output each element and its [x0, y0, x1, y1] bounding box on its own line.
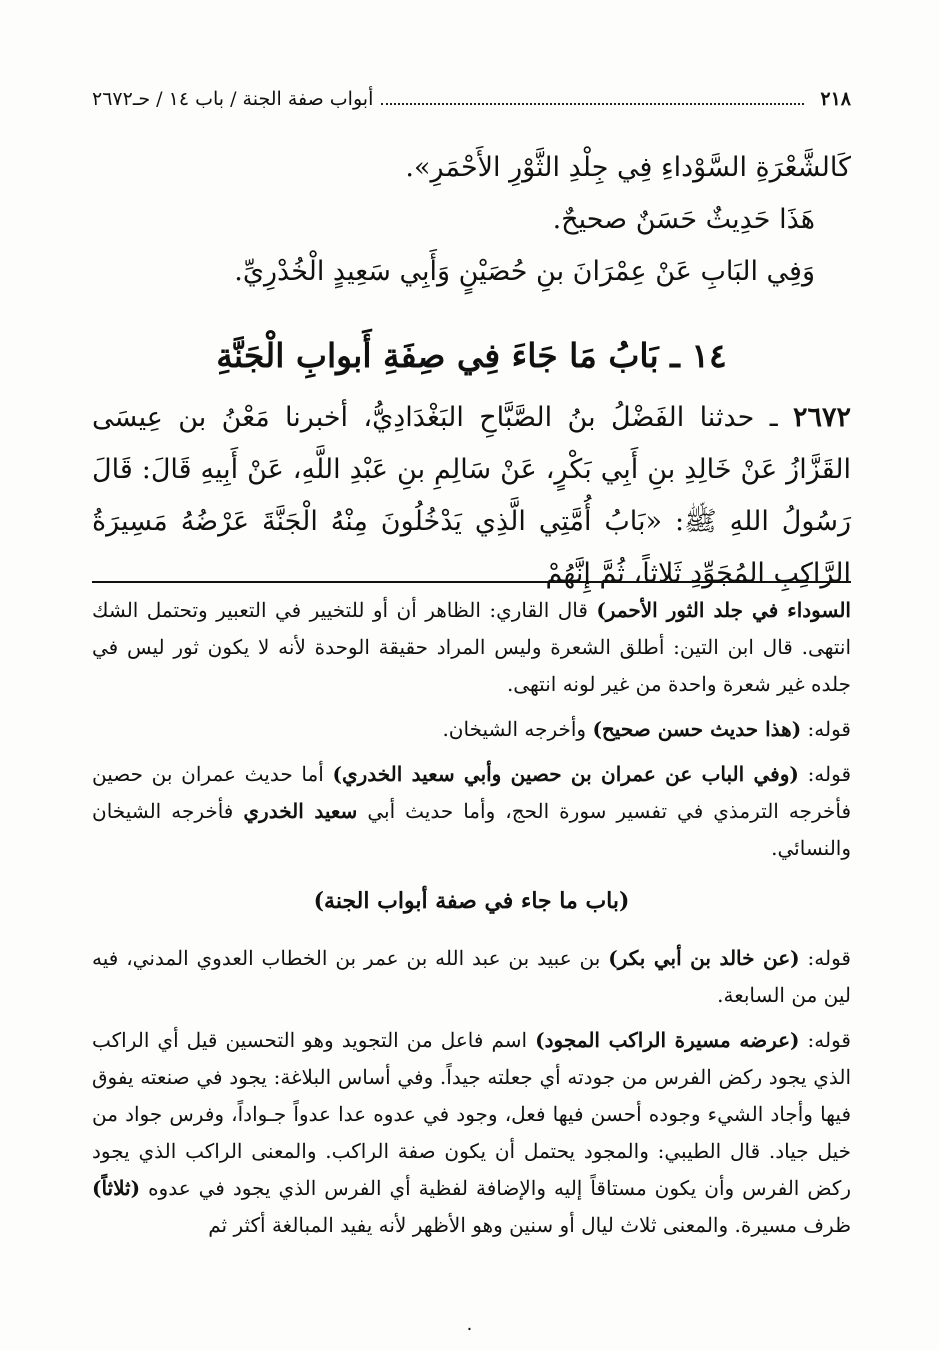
commentary [92, 592, 851, 1252]
note-3-text-2: فأخرجه الشيخان والنسائي. [92, 799, 851, 860]
note-5-text: اسم فاعل من التجويد وهو التحسين قيل أي الراكب الذي يجود ركض الفرس من جودته أي جعلته جيداً. وفي أساس البلاغة: يجود في صنعته يفوق فيها وأجاد الشيء وجوده أحسن فيها فعل، وجود في عدوه عدا عدواً جـواداً، وفرس جواد من خيل جياد. قال الطيبي: والمجود يحتمل أن يكون صفة الراكب. والمعنى الراكب الذي يجود ركض الفرس وأن يكون مستاقاً إليه والإضافة لفظية أي الفرس الذي يجود في عدوه [92, 1028, 852, 1200]
note-2-lemma: (هذا حديث حسن صحيح) [592, 717, 802, 741]
note-3-lemma: (وفي الباب عن عمران بن حصين وأبي سعيد الخدري) [332, 762, 799, 786]
note-5-text-2: ظرف مسيرة. والمعنى ثلاث ليال أو سنين وهو الأظهر لأنه يفيد المبالغة أكثر ثم [208, 1213, 851, 1237]
note-1-text: قال القاري: الظاهر أن أو للتخيير في التعبير وتحتمل الشك انتهى. قال ابن التين: أطلق الشعرة وليس المراد حقيقة الوحدة لأنه لا يكون ثور ليس في جلده غير شعرة واحدة من غير لونه انتهى. [92, 598, 851, 696]
note-1 [92, 592, 851, 703]
page-bottom-mark: ٠ [464, 1318, 475, 1339]
hadith-number: ٢٦٧٢ [792, 402, 851, 433]
note-2 [92, 711, 851, 748]
note-5 [92, 1022, 851, 1244]
main-line-1: كَالشَّعْرَةِ السَّوْداءِ فِي جِلْدِ الثَّوْرِ الأَحْمَرِ». [405, 152, 851, 183]
note-3 [92, 756, 851, 867]
main-text [92, 142, 851, 600]
note-4 [92, 940, 851, 1014]
page-header [92, 84, 851, 114]
commentary-subheading: (باب ما جاء في صفة أبواب الجنة) [313, 888, 630, 914]
hadith-paragraph [92, 392, 851, 600]
main-line-2: هَذَا حَدِيثٌ حَسَنٌ صحيحٌ. [552, 204, 815, 235]
note-5-lemma-2: (ثلاثاً) [92, 1176, 141, 1200]
note-2-text: وأخرجه الشيخان. [442, 717, 593, 741]
note-5-lemma: (عرضه مسيرة الراكب المجود) [535, 1028, 800, 1052]
header-dot-leader [381, 103, 804, 105]
main-line-3: وَفِي البَابِ عَنْ عِمْرَانَ بنِ حُصَيْنٍ وَأَبِي سَعِيدٍ الْخُدْرِيِّ. [234, 256, 815, 287]
note-4-lemma: (عن خالد بن أبي بكر) [608, 946, 800, 970]
note-3-prefix: قوله: [798, 762, 852, 786]
note-5-prefix: قوله: [799, 1028, 851, 1052]
note-3-text: أما حديث عمران بن حصين فأخرجه الترمذي في تفسير سورة الحج، وأما حديث أبي [92, 762, 851, 823]
hadith-text: ـ حدثنا الفَضْلُ بنُ الصَّبَّاحِ البَغْدَادِيُّ، أخبرنا مَعْنُ بن عِيسَى القَزَّازُ عَنْ خَالِدِ بنِ أَبِي بَكْرٍ، عَنْ سَالِمِ بنِ عَبْدِ اللَّهِ، عَنْ أَبِيهِ قَالَ: قَالَ رَسُولُ اللهِ ﷺ: «بَابُ أُمَّتِي الَّذِي يَدْخُلُونَ مِنْهُ الْجَنَّةَ عَرْضُهُ مَسِيرَةُ الرَّاكِبِ المُجَوِّدِ ثَلاثاً، ثُمَّ إِنَّهُمْ [92, 402, 851, 589]
page-number: ٢١٨ [820, 88, 851, 110]
footnote-divider [92, 581, 851, 583]
note-2-prefix: قوله: [801, 717, 851, 741]
note-4-text: بن عبيد بن عبد الله بن عمر بن الخطاب العدوي المدني، فيه لين من السابعة. [92, 946, 851, 1007]
note-4-prefix: قوله: [799, 946, 851, 970]
note-1-lemma: السوداء في جلد الثور الأحمر) [596, 598, 851, 622]
running-title: أبواب صفة الجنة / باب ١٤ / حـ٢٦٧٢ [92, 88, 374, 110]
note-3-lemma-2: سعيد الخدري [243, 799, 358, 823]
chapter-title: ١٤ ـ بَابُ مَا جَاءَ فِي صِفَةِ أَبوابِ الْجَنَّةِ [216, 336, 727, 375]
